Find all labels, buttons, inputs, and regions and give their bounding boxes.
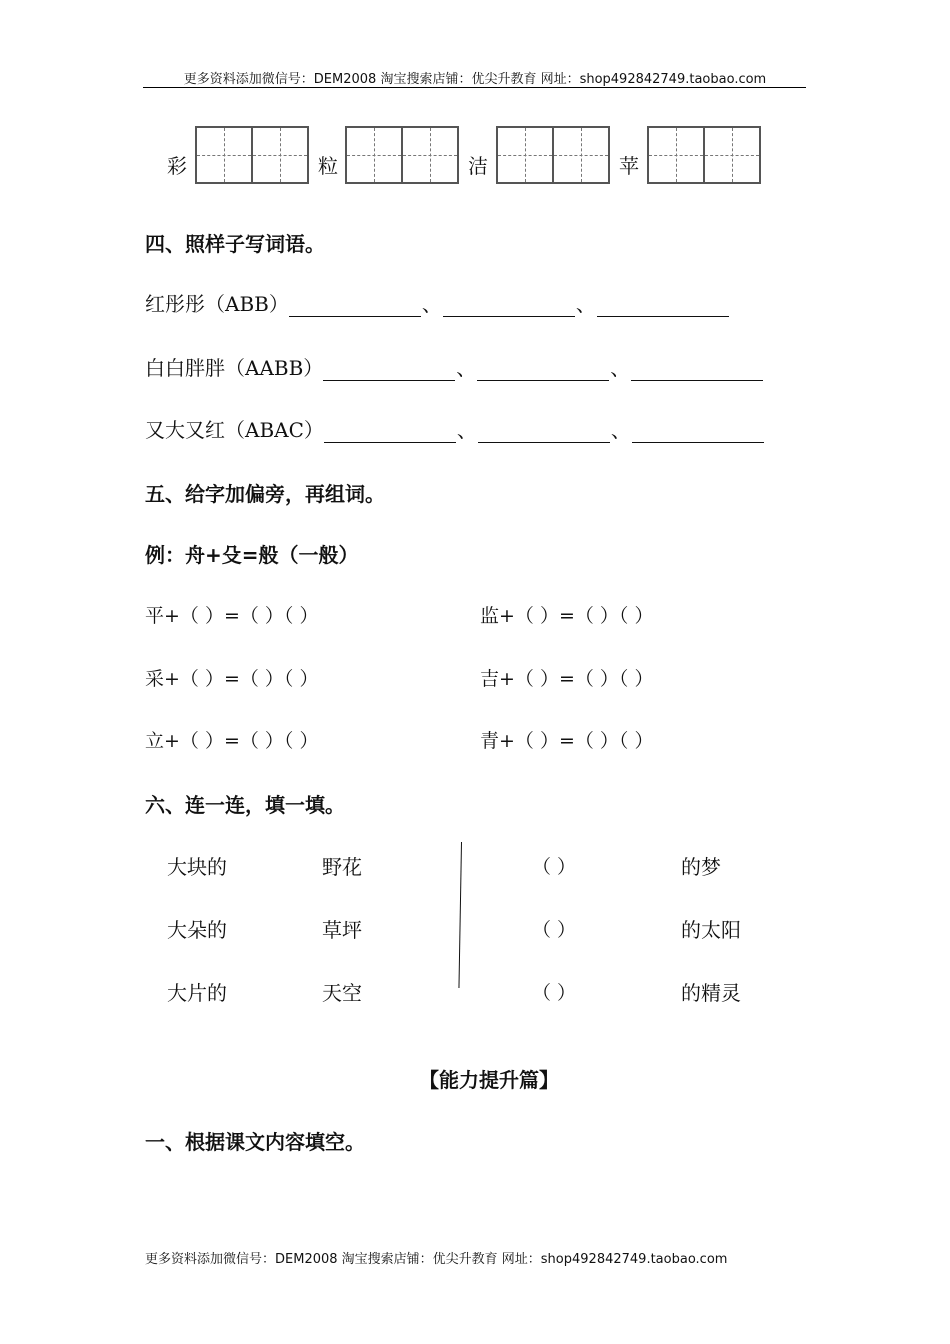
abac-label: 又大又红（ABAC） [145, 418, 324, 442]
writing-grid-2[interactable] [345, 126, 459, 184]
section5-title: 五、给字加偏旁，再组词。 [145, 482, 385, 506]
writing-grid-4[interactable] [647, 126, 761, 184]
writing-grid-3[interactable] [496, 126, 610, 184]
divider-line [458, 842, 462, 988]
adjective-2[interactable]: 大朵的 [167, 918, 227, 942]
ability-section1-title: 一、根据课文内容填空。 [145, 1130, 365, 1154]
fill-blank-2[interactable]: （ ） [532, 919, 577, 941]
writing-grid-1[interactable] [195, 126, 309, 184]
radical-row-left-2[interactable]: 采+（ ）=（ ）（ ） [145, 668, 319, 690]
abb-label: 红彤彤（ABB） [145, 292, 289, 316]
fill-blank-1[interactable]: （ ） [532, 856, 577, 878]
answer-blank[interactable] [477, 356, 609, 381]
grid-char-1: 彩 [167, 154, 187, 178]
answer-blank[interactable] [631, 356, 763, 381]
abac-row: 又大又红（ABAC） 、 、 [145, 414, 764, 443]
header-rule [143, 87, 806, 88]
page-footer: 更多资料添加微信号：DEM2008 淘宝搜索店铺：优尖升教育 网址：shop492842749.taobao.com [145, 1252, 728, 1267]
radical-row-right-1[interactable]: 监+（ ）=（ ）（ ） [480, 605, 654, 627]
adjective-1[interactable]: 大块的 [167, 855, 227, 879]
ability-title: 【能力提升篇】 [419, 1068, 559, 1092]
noun-2[interactable]: 草坪 [322, 918, 362, 942]
section5-example: 例：舟+殳=般（一般） [145, 543, 359, 567]
fill-blank-3[interactable]: （ ） [532, 982, 577, 1004]
radical-row-left-1[interactable]: 平+（ ）=（ ）（ ） [145, 605, 319, 627]
abb-row: 红彤彤（ABB） 、 、 [145, 288, 729, 317]
answer-blank[interactable] [289, 292, 421, 317]
section6-title: 六、连一连，填一填。 [145, 793, 345, 817]
grid-char-4: 苹 [619, 154, 639, 178]
page-header: 更多资料添加微信号：DEM2008 淘宝搜索店铺：优尖升教育 网址：shop492842749.taobao.com [183, 72, 767, 87]
answer-blank[interactable] [324, 418, 456, 443]
phrase-end-2: 的太阳 [681, 918, 741, 942]
answer-blank[interactable] [443, 292, 575, 317]
adjective-3[interactable]: 大片的 [167, 981, 227, 1005]
aabb-label: 白白胖胖（AABB） [145, 356, 324, 380]
grid-char-2: 粒 [318, 154, 338, 178]
answer-blank[interactable] [478, 418, 610, 443]
radical-row-right-2[interactable]: 吉+（ ）=（ ）（ ） [480, 668, 654, 690]
noun-3[interactable]: 天空 [322, 981, 362, 1005]
phrase-end-3: 的精灵 [681, 981, 741, 1005]
noun-1[interactable]: 野花 [322, 855, 362, 879]
answer-blank[interactable] [632, 418, 764, 443]
section4-title: 四、照样子写词语。 [145, 232, 325, 256]
grid-char-3: 洁 [468, 154, 488, 178]
radical-row-left-3[interactable]: 立+（ ）=（ ）（ ） [145, 730, 319, 752]
phrase-end-1: 的梦 [681, 855, 721, 879]
radical-row-right-3[interactable]: 青+（ ）=（ ）（ ） [480, 730, 654, 752]
answer-blank[interactable] [323, 356, 455, 381]
aabb-row: 白白胖胖（AABB） 、 、 [145, 352, 763, 381]
answer-blank[interactable] [597, 292, 729, 317]
